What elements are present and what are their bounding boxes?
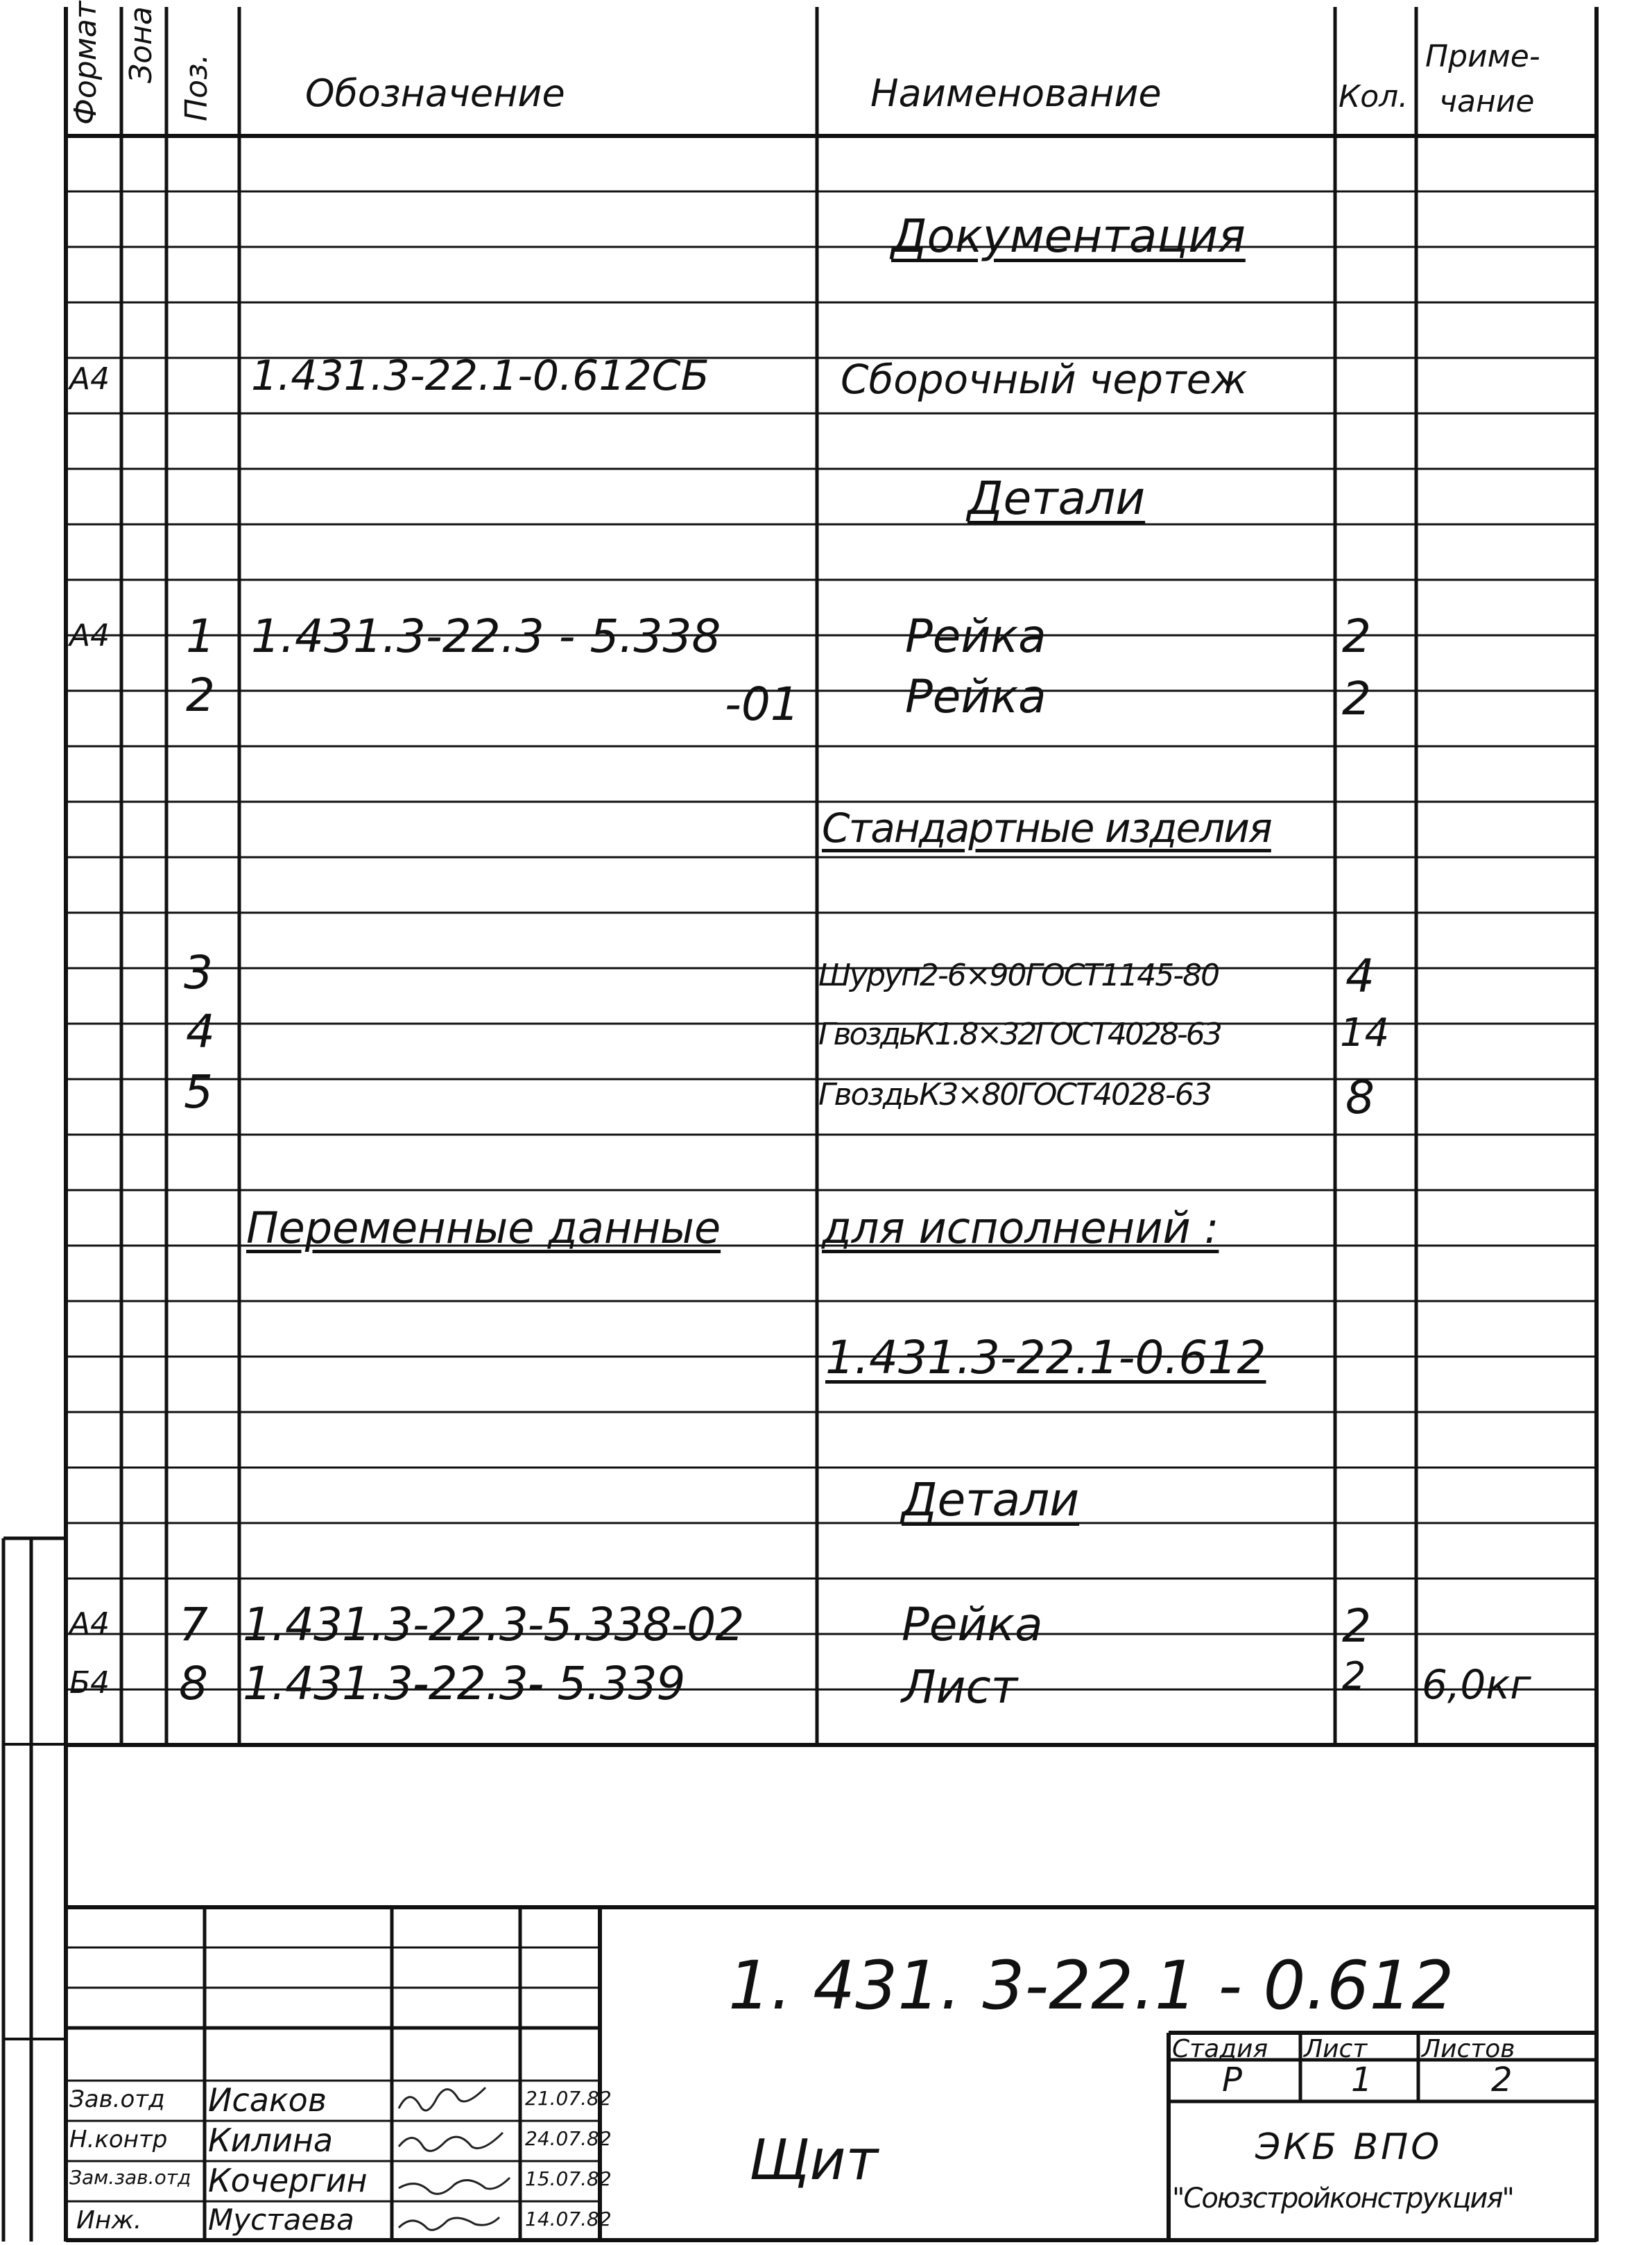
sheet-label: Лист [1304, 2035, 1368, 2063]
row-qty: 2 [1342, 610, 1371, 663]
row-qty: 4 [1345, 949, 1375, 1003]
row-qty: 2 [1342, 672, 1371, 725]
signatory-name: Мустаева [208, 2203, 354, 2237]
row-pos: 3 [184, 946, 213, 999]
section-standard-items: Стандартные изделия [822, 805, 1271, 852]
row-name: Рейка [902, 1598, 1043, 1651]
row-designation: 1.431.3-22.3- 5.339 [243, 1657, 685, 1710]
stage-value: Р [1222, 2061, 1242, 2099]
row-format: Б4 [69, 1665, 110, 1701]
row-format: А4 [69, 361, 110, 397]
header-format: Формат [68, 1, 103, 125]
row-name: Рейка [905, 610, 1047, 663]
header-note-line1: Приме- [1425, 39, 1540, 74]
row-designation: 1.431.3-22.3 - 5.338 [251, 610, 721, 663]
row-name: Шуруп2-6×90ГОСТ1145-80 [818, 958, 1219, 993]
row-format: А4 [69, 618, 110, 653]
org-line-2: "Союзстройконструкция" [1172, 2183, 1513, 2214]
section-variable-left: Переменные данные [246, 1203, 721, 1253]
org-line-1: ЭКБ ВПО [1255, 2126, 1443, 2168]
sheets-value: 2 [1491, 2061, 1513, 2099]
sheets-label: Листов [1422, 2035, 1515, 2063]
header-name: Наименование [870, 71, 1162, 115]
stage-label: Стадия [1172, 2035, 1268, 2063]
signatory-role: Н.контр [69, 2126, 168, 2153]
row-designation: -01 [725, 678, 800, 731]
section-variant-code: 1.431.3-22.1-0.612 [825, 1331, 1266, 1384]
header-zone: Зона [123, 6, 159, 83]
signatory-date: 21.07.82 [525, 2087, 612, 2110]
signatory-role: Зам.зав.отд [69, 2166, 191, 2189]
row-pos: 7 [179, 1598, 208, 1651]
row-name: Лист [902, 1660, 1018, 1714]
signatory-date: 24.07.82 [525, 2127, 612, 2150]
signatory-name: Килина [208, 2122, 334, 2159]
row-qty: 14 [1340, 1010, 1390, 1056]
row-pos: 5 [184, 1065, 213, 1119]
row-name: ГвоздьК3×80ГОСТ4028-63 [818, 1077, 1211, 1112]
row-pos: 8 [179, 1657, 208, 1710]
row-name: ГвоздьК1.8×32ГОСТ4028-63 [818, 1017, 1221, 1052]
row-format: А4 [69, 1606, 110, 1642]
section-documentation: Документация [891, 209, 1246, 263]
row-note: 6,0кг [1422, 1661, 1531, 1708]
signatory-date: 15.07.82 [525, 2167, 612, 2190]
signatory-name: Кочергин [208, 2162, 368, 2199]
section-details: Детали [967, 472, 1146, 525]
row-qty: 2 [1342, 1654, 1366, 1698]
section-variable-right: для исполнений : [822, 1203, 1219, 1253]
row-name: Рейка [905, 670, 1047, 723]
doc-code: 1. 431. 3-22.1 - 0.612 [728, 1947, 1454, 2024]
row-qty: 2 [1342, 1599, 1371, 1653]
row-pos: 2 [186, 669, 215, 722]
signatory-role: Зав.отд [69, 2085, 165, 2113]
signatory-name: Исаков [208, 2081, 327, 2119]
row-pos: 1 [186, 610, 215, 663]
sheet-value: 1 [1351, 2061, 1373, 2099]
row-designation: 1.431.3-22.3-5.338-02 [243, 1598, 744, 1651]
signature-scribbles [399, 2088, 510, 2230]
header-note-line2: чание [1439, 84, 1535, 119]
row-name: Сборочный чертеж [841, 356, 1248, 403]
drawing-title: Щит [749, 2128, 879, 2192]
row-pos: 4 [186, 1005, 215, 1058]
signatory-date: 14.07.82 [525, 2208, 612, 2230]
signatory-role: Инж. [76, 2206, 142, 2235]
section-details-2: Детали [902, 1473, 1080, 1526]
header-pos: Поз. [179, 53, 214, 121]
header-qty: Кол. [1339, 79, 1409, 114]
header-designation: Обозначение [305, 71, 565, 115]
row-designation: 1.431.3-22.1-0.612СБ [251, 352, 709, 400]
row-qty: 8 [1345, 1071, 1375, 1124]
